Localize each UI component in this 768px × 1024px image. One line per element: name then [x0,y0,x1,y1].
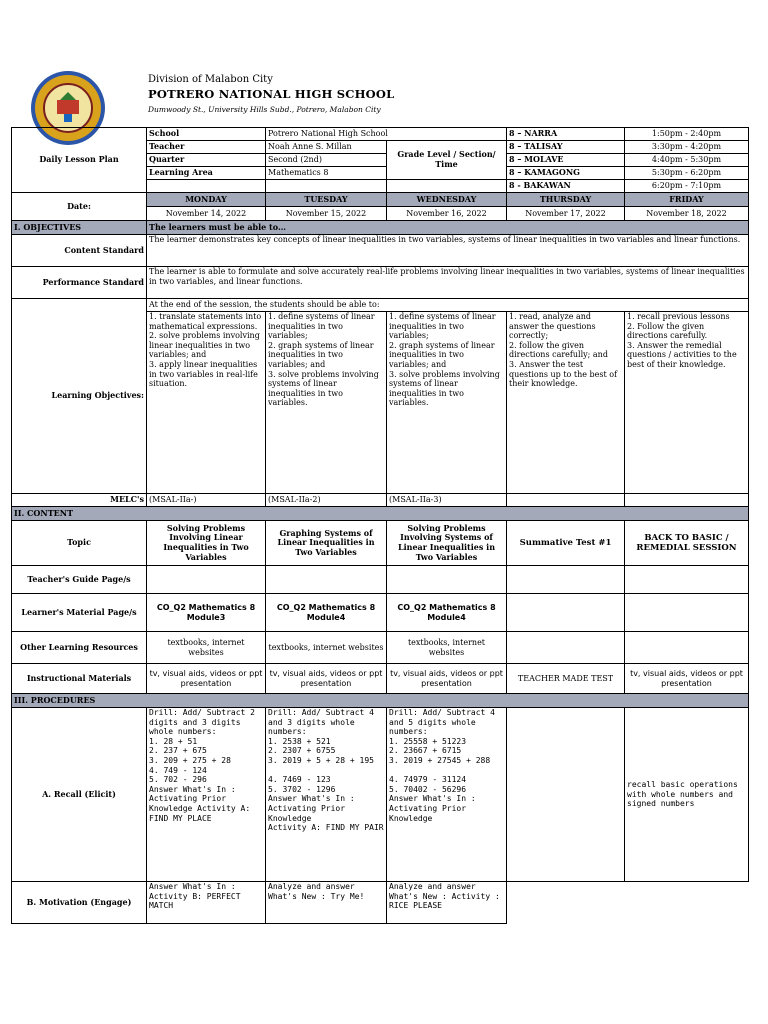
performance-standard-text: The learner is able to formulate and solve accurately real-life problems involving linear inequalities in two variables, systems of linear inequalities in two variables, and linear functions. [147,267,749,299]
section-time: 5:30pm - 6:20pm [625,167,749,180]
section-name: 8 - BAKAWAN [507,180,625,193]
date-wednesday: November 16, 2022 [387,207,507,221]
objectives-subheading: The learners must be able to… [147,221,749,235]
day-thursday: THURSDAY [507,193,625,207]
day-monday: MONDAY [147,193,266,207]
page-header [0,0,768,125]
performance-standard-label: Performance Standard [12,267,147,299]
melc-wednesday: (MSAL-IIa-3) [387,494,507,507]
grade-section-time-label: Grade Level / Section/ Time [387,141,507,180]
section-name: 8 – MOLAVE [507,154,625,167]
recall-tuesday: Drill: Add/ Subtract 4 and 3 digits whole numbers: 1. 2538 + 521 2. 2307 + 6755 3. 2019 + 5 + 28 + 195 4. 7469 - 123 5. 3702 - 1296 Answer What's In : Activating Prior Knowledge Activity A: FIND MY PAIR [266,708,387,882]
content-heading: II. CONTENT [12,507,749,521]
date-thursday: November 17, 2022 [507,207,625,221]
date-monday: November 14, 2022 [147,207,266,221]
melc-friday [625,494,749,507]
section-time: 1:50pm - 2:40pm [625,128,749,141]
session-intro: At the end of the session, the students should be able to: [147,299,749,312]
instructional-materials-thursday: TEACHER MADE TEST [507,664,625,694]
learning-objective-tuesday: 1. define systems of linear inequalities in two variables; 2. graph systems of linear inequalities in two variables; and 3. solve problems involving systems of linear inequalities in two variables. [266,312,387,494]
empty-cell [266,180,387,193]
empty-cell [625,882,749,924]
other-resources-tuesday: textbooks, internet websites [266,632,387,664]
learners-material-label: Learner's Material Page/s [12,594,147,632]
learning-objective-thursday: 1. read, analyze and answer the questions correctly; 2. follow the given directions carefully; and 3. Answer the test questions up to the best of their knowledge. [507,312,625,494]
instructional-materials-monday: tv, visual aids, videos or ppt presentation [147,664,266,694]
motivation-label: B. Motivation (Engage) [12,882,147,924]
empty-cell [387,180,507,193]
section-name: 8 – TALISAY [507,141,625,154]
learning-objectives-label: Learning Objectives: [12,299,147,494]
motivation-wednesday: Analyze and answer What's New : Activity : RICE PLEASE [387,882,507,924]
topic-label: Topic [12,521,147,566]
other-resources-label: Other Learning Resources [12,632,147,664]
division-name: Division of Malabon City [148,74,273,85]
school-value: Potrero National High School [266,128,507,141]
daily-lesson-plan-table [11,127,749,924]
instructional-materials-label: Instructional Materials [12,664,147,694]
learning-area-value: Mathematics 8 [266,167,387,180]
recall-monday: Drill: Add/ Subtract 2 digits and 3 digits whole numbers: 1. 28 + 51 2. 237 + 675 3. 209 + 275 + 28 4. 749 - 124 5. 702 - 296 Answer What's In : Activating Prior Knowledge Activity A: FIND MY PLACE [147,708,266,882]
learning-objective-wednesday: 1. define systems of linear inequalities in two variables; 2. graph systems of linear inequalities in two variables; and 3. solve problems involving systems of linear inequalities in two variables. [387,312,507,494]
recall-thursday [507,708,625,882]
procedures-heading: III. PROCEDURES [12,694,749,708]
day-friday: FRIDAY [625,193,749,207]
teachers-guide-tuesday [266,566,387,594]
topic-tuesday: Graphing Systems of Linear Inequalities in Two Variables [266,521,387,566]
school-name: POTRERO NATIONAL HIGH SCHOOL [148,87,395,101]
quarter-value: Second (2nd) [266,154,387,167]
section-time: 3:30pm - 4:20pm [625,141,749,154]
other-resources-friday [625,632,749,664]
learners-material-wednesday: CO_Q2 Mathematics 8 Module4 [387,594,507,632]
plan-title: Daily Lesson Plan [12,128,147,193]
empty-cell [147,180,266,193]
objectives-heading: I. OBJECTIVES [12,221,147,235]
content-standard-text: The learner demonstrates key concepts of linear inequalities in two variables, systems of linear inequalities in two variables and linear functions. [147,235,749,267]
other-resources-monday: textbooks, internet websites [147,632,266,664]
melc-monday: (MSAL-IIa-) [147,494,266,507]
quarter-label: Quarter [147,154,266,167]
instructional-materials-wednesday: tv, visual aids, videos or ppt presentation [387,664,507,694]
school-label: School [147,128,266,141]
teachers-guide-monday [147,566,266,594]
teachers-guide-thursday [507,566,625,594]
instructional-materials-tuesday: tv, visual aids, videos or ppt presentation [266,664,387,694]
learners-material-monday: CO_Q2 Mathematics 8 Module3 [147,594,266,632]
teachers-guide-label: Teacher's Guide Page/s [12,566,147,594]
recall-friday: recall basic operations with whole numbers and signed numbers [625,708,749,882]
melc-label: MELC's [12,494,147,507]
section-time: 6:20pm - 7:10pm [625,180,749,193]
topic-thursday: Summative Test #1 [507,521,625,566]
learners-material-tuesday: CO_Q2 Mathematics 8 Module4 [266,594,387,632]
motivation-tuesday: Analyze and answer What's New : Try Me! [266,882,387,924]
content-standard-label: Content Standard [12,235,147,267]
motivation-monday: Answer What's In : Activity B: PERFECT MATCH [147,882,266,924]
section-name: 8 – NARRA [507,128,625,141]
melc-tuesday: (MSAL-IIa-2) [266,494,387,507]
date-friday: November 18, 2022 [625,207,749,221]
section-time: 4:40pm - 5:30pm [625,154,749,167]
recall-label: A. Recall (Elicit) [12,708,147,882]
learning-objective-friday: 1. recall previous lessons 2. Follow the given directions carefully. 3. Answer the remedial questions / activities to the best of their knowledge. [625,312,749,494]
learners-material-thursday [507,594,625,632]
learning-area-label: Learning Area [147,167,266,180]
empty-cell [507,882,625,924]
topic-friday: BACK TO BASIC / REMEDIAL SESSION [625,521,749,566]
teachers-guide-friday [625,566,749,594]
teachers-guide-wednesday [387,566,507,594]
day-tuesday: TUESDAY [266,193,387,207]
recall-wednesday: Drill: Add/ Subtract 4 and 5 digits whole numbers: 1. 25558 + 51223 2. 23667 + 6715 3. 2019 + 27545 + 288 4. 74979 - 31124 5. 70402 - 56296 Answer What's In : Activating Prior Knowledge [387,708,507,882]
day-wednesday: WEDNESDAY [387,193,507,207]
school-address: Dumwoody St., University Hills Subd., Potrero, Malabon City [148,105,381,114]
instructional-materials-friday: tv, visual aids, videos or ppt presentation [625,664,749,694]
melc-thursday [507,494,625,507]
teacher-label: Teacher [147,141,266,154]
other-resources-thursday [507,632,625,664]
section-name: 8 – KAMAGONG [507,167,625,180]
date-tuesday: November 15, 2022 [266,207,387,221]
topic-wednesday: Solving Problems Involving Systems of Linear Inequalities in Two Variables [387,521,507,566]
other-resources-wednesday: textbooks, internet websites [387,632,507,664]
learners-material-friday [625,594,749,632]
date-label: Date: [12,193,147,221]
teacher-value: Noah Anne S. Millan [266,141,387,154]
learning-objective-monday: 1. translate statements into mathematical expressions. 2. solve problems involving linear inequalities in two variables; and 3. apply linear inequalities in two variables in real-life situation. [147,312,266,494]
topic-monday: Solving Problems Involving Linear Inequalities in Two Variables [147,521,266,566]
